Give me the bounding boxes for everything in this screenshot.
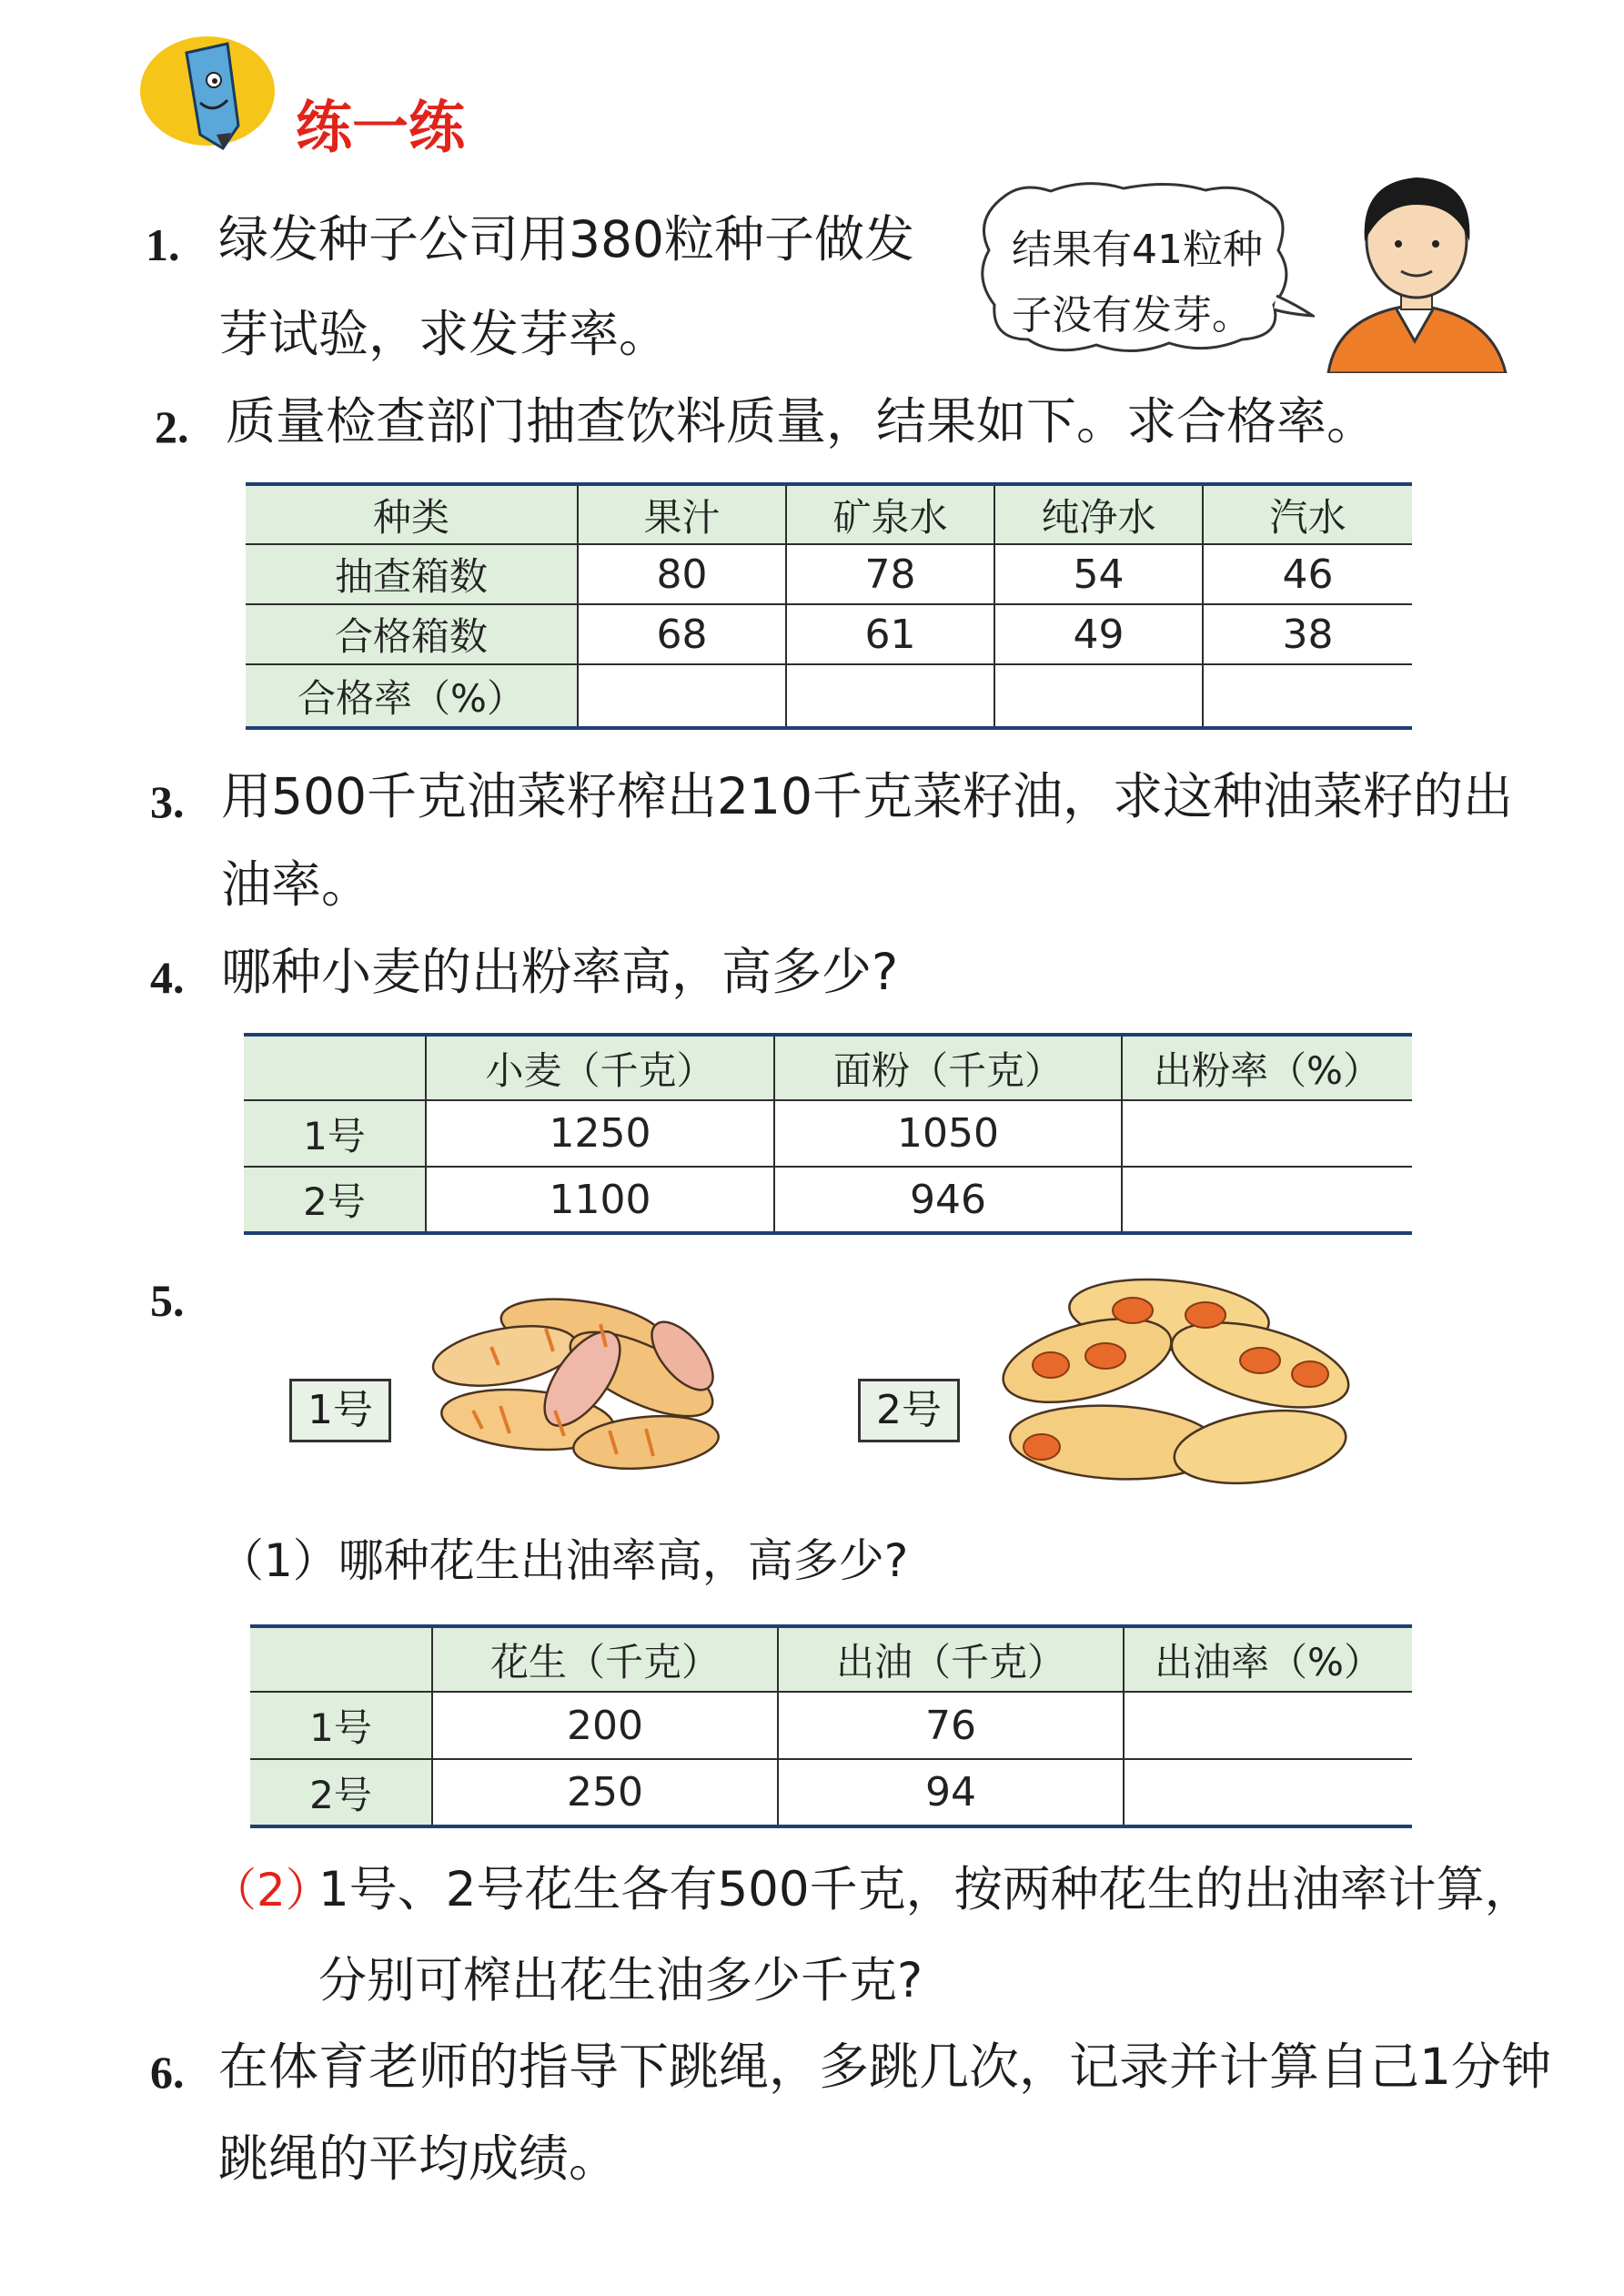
- q5-number: 5.: [150, 1275, 185, 1326]
- q2-row-label: 合格箱数: [246, 604, 578, 664]
- q1-text-line2: 芽试验，求发芽率。: [218, 305, 670, 363]
- bubble-text-line1: 结果有41粒种: [1012, 227, 1263, 273]
- teacher-illustration: [1310, 155, 1519, 373]
- q2-header-type: 种类: [246, 484, 578, 544]
- q2-row-label: 合格率（%）: [246, 664, 578, 728]
- q2-header-juice: 果汁: [578, 484, 786, 544]
- peanut-label-1: 1号: [289, 1379, 391, 1442]
- q5-header-blank: [250, 1626, 432, 1692]
- q2-cell: 68: [578, 604, 786, 664]
- q4-cell: 946: [774, 1167, 1122, 1233]
- q2-answer-cell: [994, 664, 1203, 728]
- q2-answer-cell: [786, 664, 994, 728]
- q5-cell: 250: [432, 1759, 778, 1826]
- peanut-pile-2-illustration: [987, 1260, 1360, 1497]
- q5-sub2-mark: （2）: [211, 1864, 331, 1917]
- q2-header-pure-water: 纯净水: [994, 484, 1203, 544]
- q2-answer-cell: [578, 664, 786, 728]
- q5-cell: 200: [432, 1692, 778, 1759]
- q2-cell: 49: [994, 604, 1203, 664]
- q4-answer-cell: [1122, 1100, 1412, 1167]
- section-title: 练一练: [296, 94, 466, 160]
- q5-row-label: 2号: [250, 1759, 432, 1826]
- q4-number: 4.: [150, 952, 185, 1003]
- q5-answer-cell: [1124, 1759, 1412, 1826]
- q2-cell: 46: [1203, 544, 1412, 604]
- q2-cell: 78: [786, 544, 994, 604]
- q5-cell: 94: [778, 1759, 1124, 1826]
- q2-cell: 80: [578, 544, 786, 604]
- q6-text-line2: 跳绳的平均成绩。: [218, 2129, 620, 2188]
- q1-text-line1: 绿发种子公司用380粒种子做发: [218, 210, 914, 268]
- q6-number: 6.: [150, 2047, 185, 2098]
- q1-number: 1.: [146, 219, 180, 270]
- peanut-pile-1-illustration: [419, 1274, 728, 1483]
- q4-answer-cell: [1122, 1167, 1412, 1233]
- q4-header-flour: 面粉（千克）: [774, 1035, 1122, 1100]
- q4-cell: 1250: [426, 1100, 774, 1167]
- q2-text: 质量检查部门抽查饮料质量，结果如下。求合格率。: [226, 392, 1377, 450]
- q4-text: 哪种小麦的出粉率高，高多少?: [221, 943, 899, 1001]
- q5-sub2-line1: 1号、2号花生各有500千克，按两种花生的出油率计算，: [318, 1862, 1533, 1917]
- q2-table: [246, 482, 1412, 730]
- q4-header-blank: [244, 1035, 426, 1100]
- q5-sub1-text: （1）哪种花生出油率高，高多少?: [218, 1534, 909, 1587]
- q3-text-line2: 油率。: [221, 855, 372, 914]
- q5-header-oil-rate: 出油率（%）: [1124, 1626, 1412, 1692]
- q2-answer-cell: [1203, 664, 1412, 728]
- q5-table: [250, 1624, 1412, 1828]
- q2-cell: 38: [1203, 604, 1412, 664]
- q4-header-wheat: 小麦（千克）: [426, 1035, 774, 1100]
- q2-row-label: 抽查箱数: [246, 544, 578, 604]
- q4-table: [244, 1033, 1412, 1235]
- q4-cell: 1100: [426, 1167, 774, 1233]
- q2-cell: 54: [994, 544, 1203, 604]
- q2-header-soda: 汽水: [1203, 484, 1412, 544]
- q5-sub2-line2: 分别可榨出花生油多少千克?: [318, 1953, 923, 2008]
- q5-answer-cell: [1124, 1692, 1412, 1759]
- q3-text-line1: 用500千克油菜籽榨出210千克菜籽油，求这种油菜籽的出: [221, 767, 1513, 825]
- bubble-text-line2: 子没有发芽。: [1012, 292, 1252, 339]
- q4-row-label: 2号: [244, 1167, 426, 1233]
- q3-number: 3.: [150, 776, 185, 827]
- q2-header-mineral-water: 矿泉水: [786, 484, 994, 544]
- q4-header-flour-rate: 出粉率（%）: [1122, 1035, 1412, 1100]
- q4-cell: 1050: [774, 1100, 1122, 1167]
- q5-cell: 76: [778, 1692, 1124, 1759]
- q5-header-oil: 出油（千克）: [778, 1626, 1124, 1692]
- peanut-label-2: 2号: [858, 1379, 960, 1442]
- q5-row-label: 1号: [250, 1692, 432, 1759]
- q2-cell: 61: [786, 604, 994, 664]
- q6-text-line1: 在体育老师的指导下跳绳，多跳几次，记录并计算自己1分钟: [218, 2038, 1551, 2096]
- q2-number: 2.: [155, 401, 189, 452]
- q4-row-label: 1号: [244, 1100, 426, 1167]
- q5-header-peanut: 花生（千克）: [432, 1626, 778, 1692]
- pencil-mascot-icon: [136, 35, 291, 153]
